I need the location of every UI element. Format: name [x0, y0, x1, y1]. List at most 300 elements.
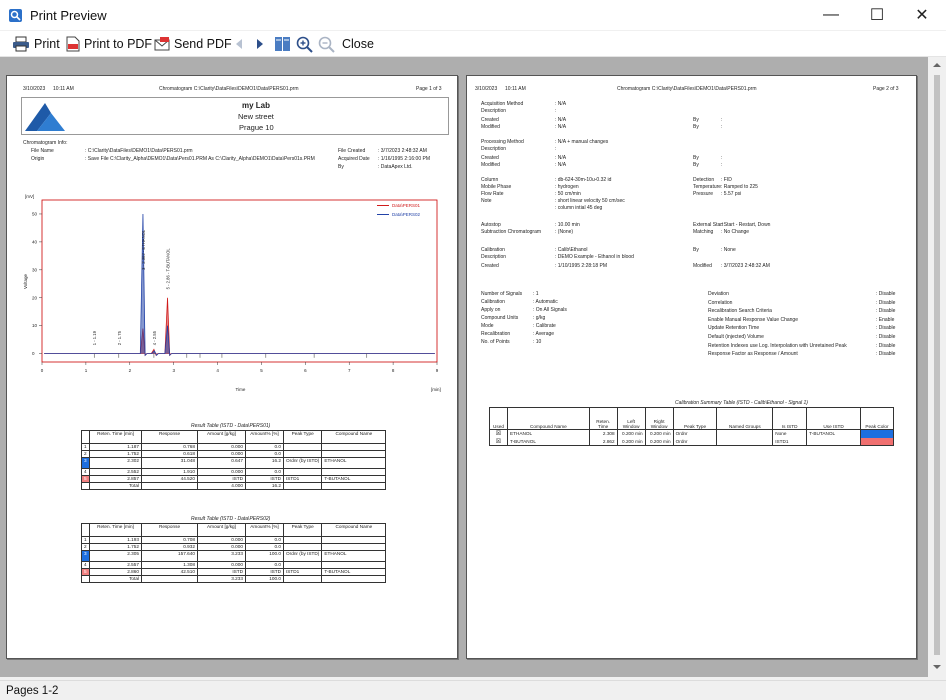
y-tick-label: 40 — [32, 239, 38, 245]
table-cell: 16.2 — [246, 458, 284, 469]
method-field: : 10.00 min — [555, 222, 580, 228]
method-field: : — [721, 162, 723, 168]
send-pdf-icon — [154, 36, 170, 52]
table-cell: 0.0 — [246, 444, 284, 451]
method-field: : No Change — [721, 229, 750, 235]
table-cell: 42.510 — [142, 569, 198, 576]
chromatogram-title: Chromatogram C:\Clarity\DataFiles\DEMO1\Data\PERS01.prm — [159, 86, 299, 92]
x-unit-label: [min] — [431, 387, 441, 392]
peak-color-swatch — [861, 430, 894, 438]
peak-color-swatch — [861, 438, 894, 446]
method-field: Description — [481, 146, 507, 152]
x-tick-label: 4 — [216, 368, 219, 373]
preview-area[interactable] — [0, 57, 928, 677]
method-field: : 50 cm/min — [555, 191, 581, 197]
table-row — [82, 576, 386, 583]
method-field: Autostop — [481, 222, 501, 228]
print-label: Print — [34, 37, 60, 51]
table-header-row — [82, 524, 386, 537]
setting-field: : On All Signals — [533, 307, 567, 313]
lab-street: New street — [238, 112, 274, 121]
arrow-right-icon — [254, 37, 266, 51]
calibration-cell — [717, 430, 773, 438]
lab-city: Prague 10 — [239, 123, 274, 132]
table-cell — [82, 483, 90, 490]
print-to-pdf-button[interactable] — [66, 34, 152, 54]
chromatogram-info-title: Chromatogram Info: — [23, 140, 68, 146]
table-cell: 1.910 — [142, 469, 198, 476]
origin-value: : Save File C:\Clarity_Alpha\DEMO1\Data\Pers01.PRM As C:\Clarity_Alpha\DEMO1\Data\Pers01s.PRM — [85, 156, 315, 162]
table-header-cell: Response — [142, 431, 198, 444]
calibration-header-cell: Right Window — [645, 408, 673, 430]
setting-field: Apply on — [481, 307, 501, 313]
calibration-row — [490, 430, 894, 438]
table-cell — [142, 483, 198, 490]
result-table-2-title: Result Table (ISTD - Data\PERS02) — [191, 516, 271, 522]
setting-field: Number of Signals — [481, 291, 523, 297]
setting-field: Update Retention Time — [708, 325, 760, 332]
table-cell: 0.0 — [246, 537, 284, 544]
y-tick-label: 20 — [32, 295, 38, 301]
method-field: : — [721, 124, 723, 130]
table-cell: 2 — [82, 451, 90, 458]
table-cell — [322, 451, 386, 458]
setting-field: Calibration — [481, 299, 505, 305]
file-created-value: : 3/7/2023 2:48:32 AM — [378, 148, 427, 154]
table-row — [82, 444, 386, 451]
x-tick-label: 2 — [128, 368, 132, 373]
page2-date: 3/10/2023 — [475, 86, 498, 92]
two-pages-button[interactable] — [274, 34, 295, 54]
setting-field: Enable Manual Response Value Change — [708, 316, 798, 323]
table-cell: ISTD — [198, 476, 246, 483]
table-cell: 3.233 — [198, 576, 246, 583]
table-cell: ETHANOL — [322, 551, 386, 562]
table-cell: ISTD1 — [284, 569, 322, 576]
table-cell: Ordnr (by ISTD) — [284, 551, 322, 562]
result-table-2 — [81, 523, 386, 583]
close-window-button[interactable] — [907, 4, 937, 26]
table-cell: 0.0 — [246, 544, 284, 551]
method-field: Created — [481, 155, 499, 161]
calibration-table-title: Calibration Summary Table (ISTD - Calib\Ethanol - Signal 1) — [675, 400, 808, 406]
table-cell: 100.0 — [246, 551, 284, 562]
table-cell: 4 — [82, 469, 90, 476]
setting-field: : Calibrate — [533, 323, 556, 329]
table-header-cell: Amount% [%] — [246, 431, 284, 444]
method-field: : 1/10/1995 2:28:18 PM — [555, 263, 607, 269]
table-header-cell: Compound Name — [322, 431, 386, 444]
table-cell: 1.187 — [90, 444, 142, 451]
peak-annotation: 3 - 2.302 - ETHANOL — [140, 229, 146, 270]
print-to-pdf-label: Print to PDF — [84, 37, 153, 51]
table-cell — [322, 444, 386, 451]
window-title: Print Preview — [30, 8, 107, 23]
table-cell — [284, 562, 322, 569]
table-cell — [284, 469, 322, 476]
series-line — [44, 214, 435, 355]
peak-annotation: 1 - 1.19 — [92, 331, 98, 346]
calibration-table — [489, 407, 894, 446]
method-field: Flow Rate — [481, 191, 504, 197]
method-field: : short linear velocity 50 cm/sec — [555, 198, 625, 204]
method-field: By — [693, 247, 699, 253]
calibration-header-cell: Named Groups — [717, 408, 773, 430]
calibration-header-cell: Compound Name — [507, 408, 589, 430]
x-tick-label: 9 — [435, 368, 439, 373]
method-field: Mobile Phase — [481, 184, 512, 190]
calibration-cell: None — [773, 430, 807, 438]
setting-field: Default (injected) Volume — [708, 334, 764, 340]
setting-field: Deviation — [708, 291, 729, 297]
calibration-row — [490, 438, 894, 446]
setting-field: : Disable — [876, 351, 896, 358]
method-field: : Start - Restart, Down — [721, 222, 771, 228]
table-header-cell: Amount [g/kg] — [198, 431, 246, 444]
x-tick-label: 7 — [348, 368, 351, 373]
zoom-in-icon — [296, 36, 313, 53]
calibration-header-cell: Peak Color — [861, 408, 894, 430]
file-created-label: File Created — [338, 148, 366, 154]
calibration-cell: ETHANOL — [507, 430, 589, 438]
table-cell: 0.708 — [142, 537, 198, 544]
close-icon: ✕ — [915, 7, 929, 24]
table-cell: ISTD — [246, 569, 284, 576]
table-row — [82, 569, 386, 576]
method-field: Column — [481, 177, 499, 183]
by-label: By — [338, 164, 344, 170]
table-header-row — [82, 431, 386, 444]
method-field: : FID — [721, 177, 732, 183]
calibration-cell: ☒ — [490, 438, 508, 446]
table-cell — [322, 562, 386, 569]
setting-field: Mode — [481, 323, 494, 329]
x-tick-label: 5 — [260, 368, 263, 373]
table-header-cell: Reten. Time [min] — [90, 524, 142, 537]
calibration-cell: 0.200 min — [617, 438, 645, 446]
table-cell — [284, 483, 322, 490]
printer-icon — [12, 36, 30, 52]
method-field: Description — [481, 254, 507, 260]
table-header-cell: Amount [g/kg] — [198, 524, 246, 537]
method-field: External Start — [693, 222, 724, 228]
method-field: : 5.57 psi — [721, 191, 742, 197]
close-preview-button[interactable] — [342, 34, 374, 54]
method-field: : Calib\Ethanol — [555, 247, 588, 253]
table-cell — [284, 537, 322, 544]
method-field: : None — [721, 247, 736, 253]
x-tick-label: 1 — [84, 368, 88, 373]
table-row — [82, 483, 386, 490]
table-header-cell: Reten. Time [min] — [90, 431, 142, 444]
acquired-label: Acquired Date — [338, 156, 370, 162]
file-name-value: : C:\Clarity\DataFiles\DEMO1\Data\PERS01.prm — [85, 148, 193, 154]
next-page-button[interactable] — [254, 34, 270, 54]
table-cell: 0.0 — [246, 562, 284, 569]
table-cell: 0.932 — [142, 544, 198, 551]
page-number: Page 1 of 3 — [416, 86, 442, 92]
setting-field: : Disable — [876, 291, 896, 297]
method-field: : (None) — [555, 229, 574, 235]
arrow-left-icon — [233, 37, 245, 51]
y-tick-label: 30 — [32, 267, 38, 273]
vertical-scrollbar[interactable] — [928, 57, 946, 677]
table-header-cell: Response — [142, 524, 198, 537]
acquired-value: : 1/16/1995 2:16:00 PM — [378, 156, 430, 162]
setting-field: : Automatic — [533, 299, 558, 305]
close-preview-label: Close — [342, 37, 374, 51]
two-pages-icon — [274, 36, 291, 52]
table-cell: 0.618 — [142, 451, 198, 458]
table-row — [82, 562, 386, 569]
method-field: : — [555, 146, 557, 152]
table-row — [82, 476, 386, 483]
table-cell: 4 — [82, 562, 90, 569]
table-cell: Ordnr (by ISTD) — [284, 458, 322, 469]
y-tick-label: 50 — [32, 211, 38, 217]
file-name-label: File Name — [31, 148, 54, 154]
table-row — [82, 469, 386, 476]
page2-title: Chromatogram C:\Clarity\DataFiles\DEMO1\Data\PERS01.prm — [617, 86, 757, 92]
table-header-cell: Compound Name — [322, 524, 386, 537]
lab-header — [21, 97, 449, 135]
calibration-header-cell: Used — [490, 408, 508, 430]
calibration-cell — [717, 438, 773, 446]
table-cell: 2.557 — [90, 562, 142, 569]
peak-annotation: 4 - 2.55 — [151, 331, 157, 346]
send-pdf-button[interactable] — [154, 34, 232, 54]
setting-field: : Disable — [876, 325, 896, 332]
table-cell: 2.305 — [90, 551, 142, 562]
table-cell: 3 — [82, 458, 90, 469]
method-field: Created — [481, 117, 499, 123]
y-tick-label: 10 — [32, 323, 38, 329]
status-bar — [0, 680, 946, 700]
setting-field: : 10 — [533, 339, 542, 345]
send-pdf-label: Send PDF — [174, 37, 232, 51]
calibration-cell — [807, 438, 861, 446]
setting-field: Compound Units — [481, 315, 519, 321]
table-cell: 0.000 — [198, 562, 246, 569]
method-field: By — [693, 124, 699, 130]
table-cell — [284, 444, 322, 451]
table-cell: 5 — [82, 476, 90, 483]
table-cell — [284, 576, 322, 583]
method-field: : — [721, 117, 723, 123]
method-field: : 3/7/2023 2:48:32 AM — [721, 263, 770, 269]
table-cell: ISTD1 — [284, 476, 322, 483]
table-cell: 1.193 — [90, 537, 142, 544]
legend-entry: Data\PERS01 — [392, 203, 421, 208]
method-field: Modified — [481, 162, 500, 168]
page2-number: Page 2 of 3 — [873, 86, 899, 92]
scrollbar-graphic — [928, 57, 946, 677]
table-cell: 0.000 — [198, 537, 246, 544]
table-cell: 1.308 — [142, 562, 198, 569]
table-cell: 2.302 — [90, 458, 142, 469]
table-cell: Total — [90, 576, 142, 583]
method-field: : N/A — [555, 155, 567, 161]
method-field: : N/A — [555, 124, 567, 130]
previous-page-button[interactable] — [233, 34, 249, 54]
table-cell: 1.752 — [90, 544, 142, 551]
pages-indicator: Pages 1-2 — [6, 685, 59, 697]
table-row — [82, 544, 386, 551]
table-cell: T-BUTANOL — [322, 476, 386, 483]
method-field: Pressure — [693, 191, 714, 197]
calibration-header-row — [490, 408, 894, 430]
method-field: Subtraction Chromatogram — [481, 229, 542, 235]
minimize-icon: — — [823, 6, 839, 23]
print-button[interactable] — [12, 34, 60, 54]
method-field: Created — [481, 263, 499, 269]
setting-field: : Enable — [876, 316, 895, 323]
page-1 — [6, 75, 458, 659]
method-field: : — [721, 155, 723, 161]
plot-frame — [42, 200, 437, 362]
table-cell: 2.552 — [90, 469, 142, 476]
table-row — [82, 451, 386, 458]
calibration-header-cell: Reten. Time — [589, 408, 617, 430]
origin-label: Origin — [31, 156, 45, 162]
table-cell: 0.768 — [142, 444, 198, 451]
method-field: Acquisition Method — [481, 101, 524, 107]
table-header-cell: Amount% [%] — [246, 524, 284, 537]
calibration-cell: 2.308 — [589, 430, 617, 438]
print-time: 10:11 AM — [53, 86, 74, 92]
setting-field: : 1 — [533, 291, 539, 297]
x-tick-label: 0 — [40, 368, 44, 373]
calibration-cell: Ordnr — [673, 438, 717, 446]
page-2 — [466, 75, 917, 659]
table-cell: ISTD — [198, 569, 246, 576]
peak-annotation: 2 - 1.75 — [116, 331, 122, 346]
table-cell: 0.0 — [246, 451, 284, 458]
table-cell: 31.048 — [142, 458, 198, 469]
table-cell — [322, 469, 386, 476]
by-value: : DataApex Ltd. — [378, 164, 413, 170]
method-field: : column intial 45 deg — [555, 205, 603, 211]
calibration-cell: ☒ — [490, 430, 508, 438]
minimize-button[interactable] — [816, 4, 846, 26]
chromatogram-chart — [15, 192, 451, 412]
setting-field: : Disable — [876, 299, 896, 306]
method-field: : N/A — [555, 117, 567, 123]
method-field: : N/A — [555, 162, 567, 168]
table-cell: 0.000 — [198, 544, 246, 551]
method-field: By — [693, 117, 699, 123]
x-tick-label: 3 — [172, 368, 175, 373]
table-cell: 3 — [82, 551, 90, 562]
lab-name: my Lab — [242, 101, 271, 110]
method-field: : — [555, 108, 557, 114]
pdf-icon — [66, 36, 80, 52]
setting-field: : Average — [533, 331, 555, 337]
table-cell: ISTD — [246, 476, 284, 483]
calibration-header-cell: Use ISTD — [807, 408, 861, 430]
table-cell: 4.000 — [198, 483, 246, 490]
table-cell: T-BUTANOL — [322, 569, 386, 576]
calibration-cell: 0.200 min — [645, 438, 673, 446]
method-field: Note — [481, 198, 492, 204]
page2-time: 10:11 AM — [505, 86, 526, 92]
calibration-cell: 0.200 min — [645, 430, 673, 438]
print-date: 3/10/2023 — [23, 86, 46, 92]
method-field: Modified — [481, 124, 500, 130]
maximize-icon: ☐ — [869, 7, 885, 24]
lab-logo — [23, 99, 67, 133]
table-cell: 0.000 — [198, 444, 246, 451]
table-cell: 2 — [82, 544, 90, 551]
method-field: Temperature — [693, 184, 722, 190]
setting-field: : g/kg — [533, 315, 546, 321]
series-line — [44, 298, 435, 356]
table-cell — [322, 576, 386, 583]
table-cell: 2.857 — [90, 476, 142, 483]
setting-field: Correlation — [708, 299, 733, 306]
method-field: Detection — [693, 177, 715, 183]
method-field: : DEMO Example - Ethanol in blood — [555, 254, 634, 260]
setting-field: : Disable — [876, 342, 896, 349]
maximize-button[interactable] — [862, 4, 892, 26]
peak-annotation: 5 - 2.86 - T-BUTANOL — [165, 248, 171, 290]
method-field: : db-624-30m-10u-0.32 id — [555, 177, 612, 183]
x-tick-label: 6 — [304, 368, 307, 373]
setting-field: Retention Indexes use Log. Interpolation with Unretained Peak — [708, 342, 847, 349]
table-cell — [322, 537, 386, 544]
table-cell — [142, 576, 198, 583]
calibration-cell: ISTD1 — [773, 438, 807, 446]
table-cell: 0.0 — [246, 469, 284, 476]
method-field: Modified — [693, 263, 712, 269]
table-cell: 1 — [82, 444, 90, 451]
title-bar — [0, 0, 946, 31]
setting-field: Recalibration — [481, 331, 511, 337]
table-cell: 44.520 — [142, 476, 198, 483]
method-field: Processing Method — [481, 139, 524, 145]
legend-entry: Data\PERS02 — [392, 212, 421, 217]
table-row — [82, 537, 386, 544]
y-axis-label: Voltage — [23, 273, 28, 289]
calibration-cell: T-BUTANOL — [507, 438, 589, 446]
table-cell: 5 — [82, 569, 90, 576]
zoom-out-button[interactable] — [318, 34, 339, 54]
method-field: Calibration — [481, 247, 505, 253]
table-cell: Total — [90, 483, 142, 490]
calibration-cell: T-BUTANOL — [807, 430, 861, 438]
table-cell: 157.640 — [142, 551, 198, 562]
setting-field: : Disable — [876, 308, 896, 315]
table-cell: 16.2 — [246, 483, 284, 490]
y-unit-label: [mV] — [25, 194, 35, 199]
x-tick-label: 8 — [391, 368, 395, 373]
table-cell — [322, 544, 386, 551]
table-cell — [322, 483, 386, 490]
table-cell: 0.000 — [198, 451, 246, 458]
table-cell — [284, 451, 322, 458]
zoom-in-button[interactable] — [296, 34, 317, 54]
method-field: : Ramped to 225 — [721, 184, 758, 190]
table-cell: 0.647 — [198, 458, 246, 469]
table-cell — [82, 576, 90, 583]
table-cell: 1 — [82, 537, 90, 544]
calibration-header-cell: Peak Type — [673, 408, 717, 430]
method-field: Description — [481, 108, 507, 114]
result-table-1-title: Result Table (ISTD - Data\PERS01) — [191, 423, 271, 429]
method-field: : N/A + manual changes — [555, 139, 609, 145]
table-cell: ETHANOL — [322, 458, 386, 469]
print-preview-app-icon — [8, 8, 23, 23]
